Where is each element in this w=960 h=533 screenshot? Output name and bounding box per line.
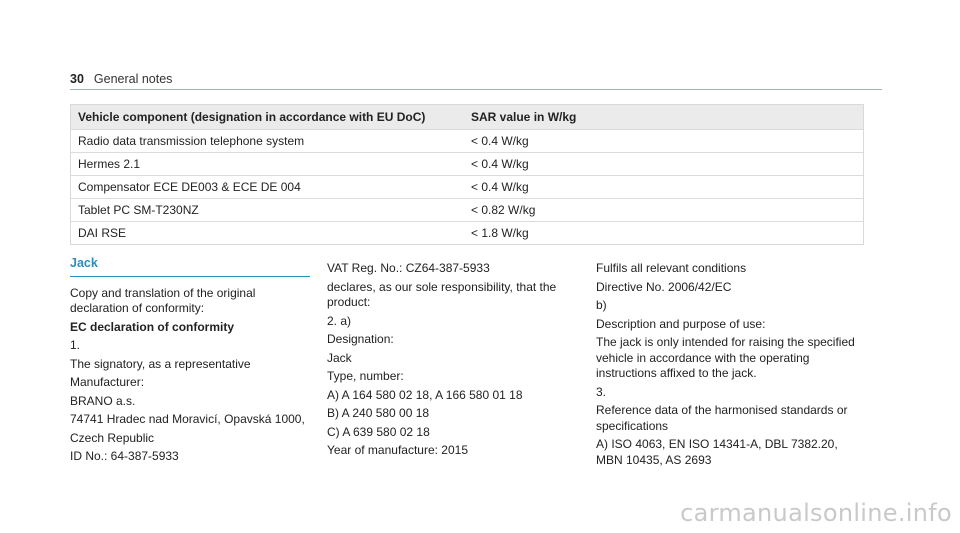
page-header (70, 72, 882, 90)
table-row (71, 152, 863, 175)
paragraph: Description and purpose of use: (596, 316, 766, 331)
jack-column-left (70, 256, 310, 468)
declaration-heading: EC declaration of conformity (70, 319, 235, 334)
page-number: 30 (70, 72, 84, 86)
table-cell-component: Radio data transmission telephone system (78, 134, 305, 148)
paragraph: Designation: (327, 332, 394, 346)
table-cell-component: Compensator ECE DE003 & ECE DE 004 (78, 180, 301, 194)
paragraph: ID No.: 64-387-5933 (70, 449, 179, 463)
paragraph: Type, number: (327, 369, 404, 383)
table-header-sar: SAR value in W/kg (471, 110, 577, 124)
jack-section-title: Jack (70, 256, 310, 277)
paragraph: 1. (70, 338, 81, 352)
table-cell-component: Tablet PC SM-T230NZ (78, 203, 199, 217)
paragraph: The signatory, as a representative (70, 356, 251, 371)
table-cell-sar: < 0.4 W/kg (471, 134, 529, 148)
sar-table (70, 104, 864, 245)
watermark: carmanualsonline.info (680, 499, 952, 527)
paragraph: 3. (596, 384, 607, 399)
paragraph: Manufacturer: (70, 375, 145, 389)
paragraph: 74741 Hradec nad Moravicí, Opavská 1000, (70, 412, 305, 426)
table-row (71, 221, 863, 244)
paragraph: Czech Republic (70, 430, 155, 445)
paragraph: Reference data of the harmonised standards or specifications (596, 403, 848, 433)
paragraph: Jack (327, 350, 352, 365)
paragraph: Copy and translation of the original declaration of conformity: (70, 285, 256, 315)
paragraph: B) A 240 580 00 18 (327, 406, 430, 420)
paragraph: BRANO a.s. (70, 393, 136, 408)
paragraph: declares, as our sole responsibility, that the product: (327, 279, 557, 309)
section-name: General notes (93, 72, 173, 86)
paragraph: A) A 164 580 02 18, A 166 580 01 18 (327, 387, 523, 402)
paragraph: A) ISO 4063, EN ISO 14341-A, DBL 7382.20, MBN 10435, AS 2693 (596, 437, 838, 467)
paragraph: Directive No. 2006/42/EC (596, 279, 732, 294)
jack-column-right (596, 261, 866, 471)
paragraph: Fulfils all relevant conditions (596, 261, 747, 275)
table-cell-component: DAI RSE (78, 226, 127, 240)
table-row (71, 175, 863, 198)
table-row (71, 198, 863, 221)
table-cell-sar: < 0.4 W/kg (471, 157, 529, 171)
table-cell-component: Hermes 2.1 (78, 157, 141, 171)
paragraph: VAT Reg. No.: CZ64-387-5933 (327, 261, 490, 275)
table-row (71, 129, 863, 152)
paragraph: Year of manufacture: 2015 (327, 443, 468, 457)
paragraph: 2. a) (327, 313, 352, 328)
table-cell-sar: < 1.8 W/kg (471, 226, 529, 240)
table-header-component: Vehicle component (designation in accordance with EU DoC) (78, 110, 426, 124)
paragraph: b) (596, 298, 607, 312)
jack-column-middle (327, 261, 572, 462)
table-cell-sar: < 0.82 W/kg (471, 203, 536, 217)
table-cell-sar: < 0.4 W/kg (471, 180, 529, 194)
paragraph: The jack is only intended for raising the specified vehicle in accordance with the operating instructions affixed to the jack. (596, 335, 855, 380)
paragraph: C) A 639 580 02 18 (327, 424, 430, 439)
table-header-row (71, 105, 863, 129)
